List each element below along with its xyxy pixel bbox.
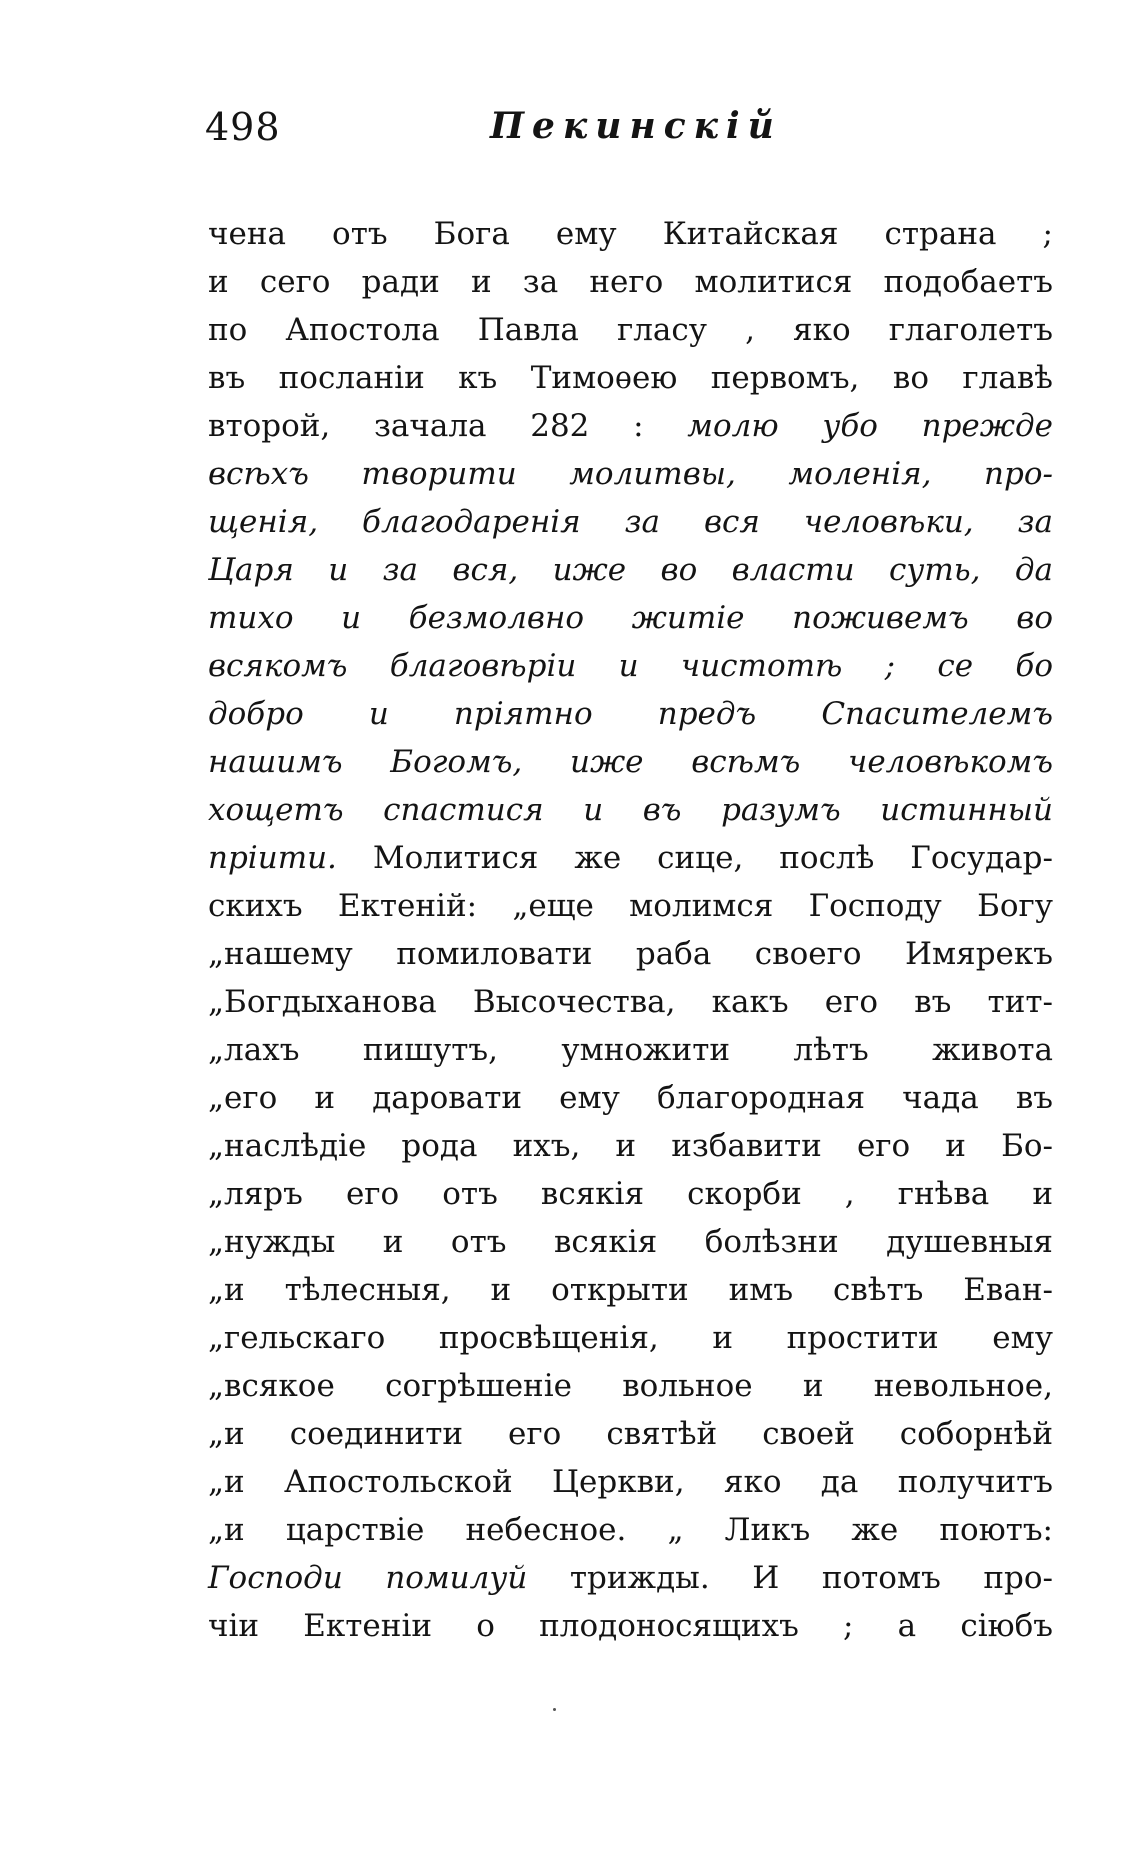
- text-line: „гельскаго просвѣщенія, и простити ему: [208, 1320, 1053, 1356]
- ink-speck: [553, 1708, 556, 1711]
- text-line: хощетъ спастися и въ разумъ истинный: [208, 792, 1053, 828]
- text-line: „ляръ его отъ всякія скорби , гнѣва и: [208, 1176, 1053, 1212]
- running-head: Пекинскій: [490, 105, 782, 147]
- text-line: всякомъ благовѣріи и чистотѣ ; се бо: [208, 648, 1053, 684]
- text-line: нашимъ Богомъ, иже всѣмъ человѣкомъ: [208, 744, 1053, 780]
- italic-quote: молю убо прежде: [687, 408, 1053, 444]
- text-line: „и соединити его святѣй своей соборнѣй: [208, 1416, 1053, 1452]
- text-line: „его и даровати ему благородная чада въ: [208, 1080, 1053, 1116]
- text-line: „Богдыханова Высочества, какъ его въ тит-: [208, 984, 1053, 1020]
- text-line: по Апостола Павла гласу , яко глаголетъ: [208, 312, 1053, 348]
- text-line: и сего ради и за него молитися подобаетъ: [208, 264, 1053, 300]
- text-line: второй, зачала 282 : молю убо прежде: [208, 408, 1053, 444]
- text-line: Царя и за вся, иже во власти суть, да: [208, 552, 1053, 588]
- page-number: 498: [205, 105, 281, 149]
- body-text: [208, 210, 1053, 1650]
- text-line: „лахъ пишутъ, умножити лѣтъ живота: [208, 1032, 1053, 1068]
- text-line: „наслѣдіе рода ихъ, и избавити его и Бо-: [208, 1128, 1053, 1164]
- text-line: щенія, благодаренія за вся человѣки, за: [208, 504, 1053, 540]
- text-line: чена отъ Бога ему Китайская страна ;: [208, 216, 1053, 252]
- italic-quote: пріити.: [208, 840, 337, 876]
- text-line: „нашему помиловати раба своего Имярекъ: [208, 936, 1053, 972]
- text-line: „и Апостольской Церкви, яко да получитъ: [208, 1464, 1053, 1500]
- text-line: въ посланіи къ Тимоѳею первомъ, во главѣ: [208, 360, 1053, 396]
- page-header: [205, 105, 975, 165]
- text-line: тихо и безмолвно житіе поживемъ во: [208, 600, 1053, 636]
- text-line: „и тѣлесныя, и открыти имъ свѣтъ Еван-: [208, 1272, 1053, 1308]
- text-line: скихъ Ектеній: „еще молимся Господу Богу: [208, 888, 1053, 924]
- italic-quote: Господи помилуй: [208, 1560, 528, 1596]
- text-line: всѣхъ творити молитвы, моленія, про-: [208, 456, 1053, 492]
- text-line: Господи помилуй трижды. И потомъ про-: [208, 1560, 1054, 1596]
- text-line: „нужды и отъ всякія болѣзни душевныя: [208, 1224, 1053, 1260]
- text-line: пріити. Молитися же сице, послѣ Государ-: [208, 840, 1053, 876]
- text-line: „всякое согрѣшеніе вольное и невольное,: [208, 1368, 1053, 1404]
- text-line: чіи Ектеніи о плодоносящихъ ; а сіюбъ: [208, 1608, 1053, 1644]
- text-line: добро и пріятно предъ Спасителемъ: [208, 696, 1053, 732]
- text-line: „и царствіе небесное. „ Ликъ же поютъ:: [208, 1512, 1053, 1548]
